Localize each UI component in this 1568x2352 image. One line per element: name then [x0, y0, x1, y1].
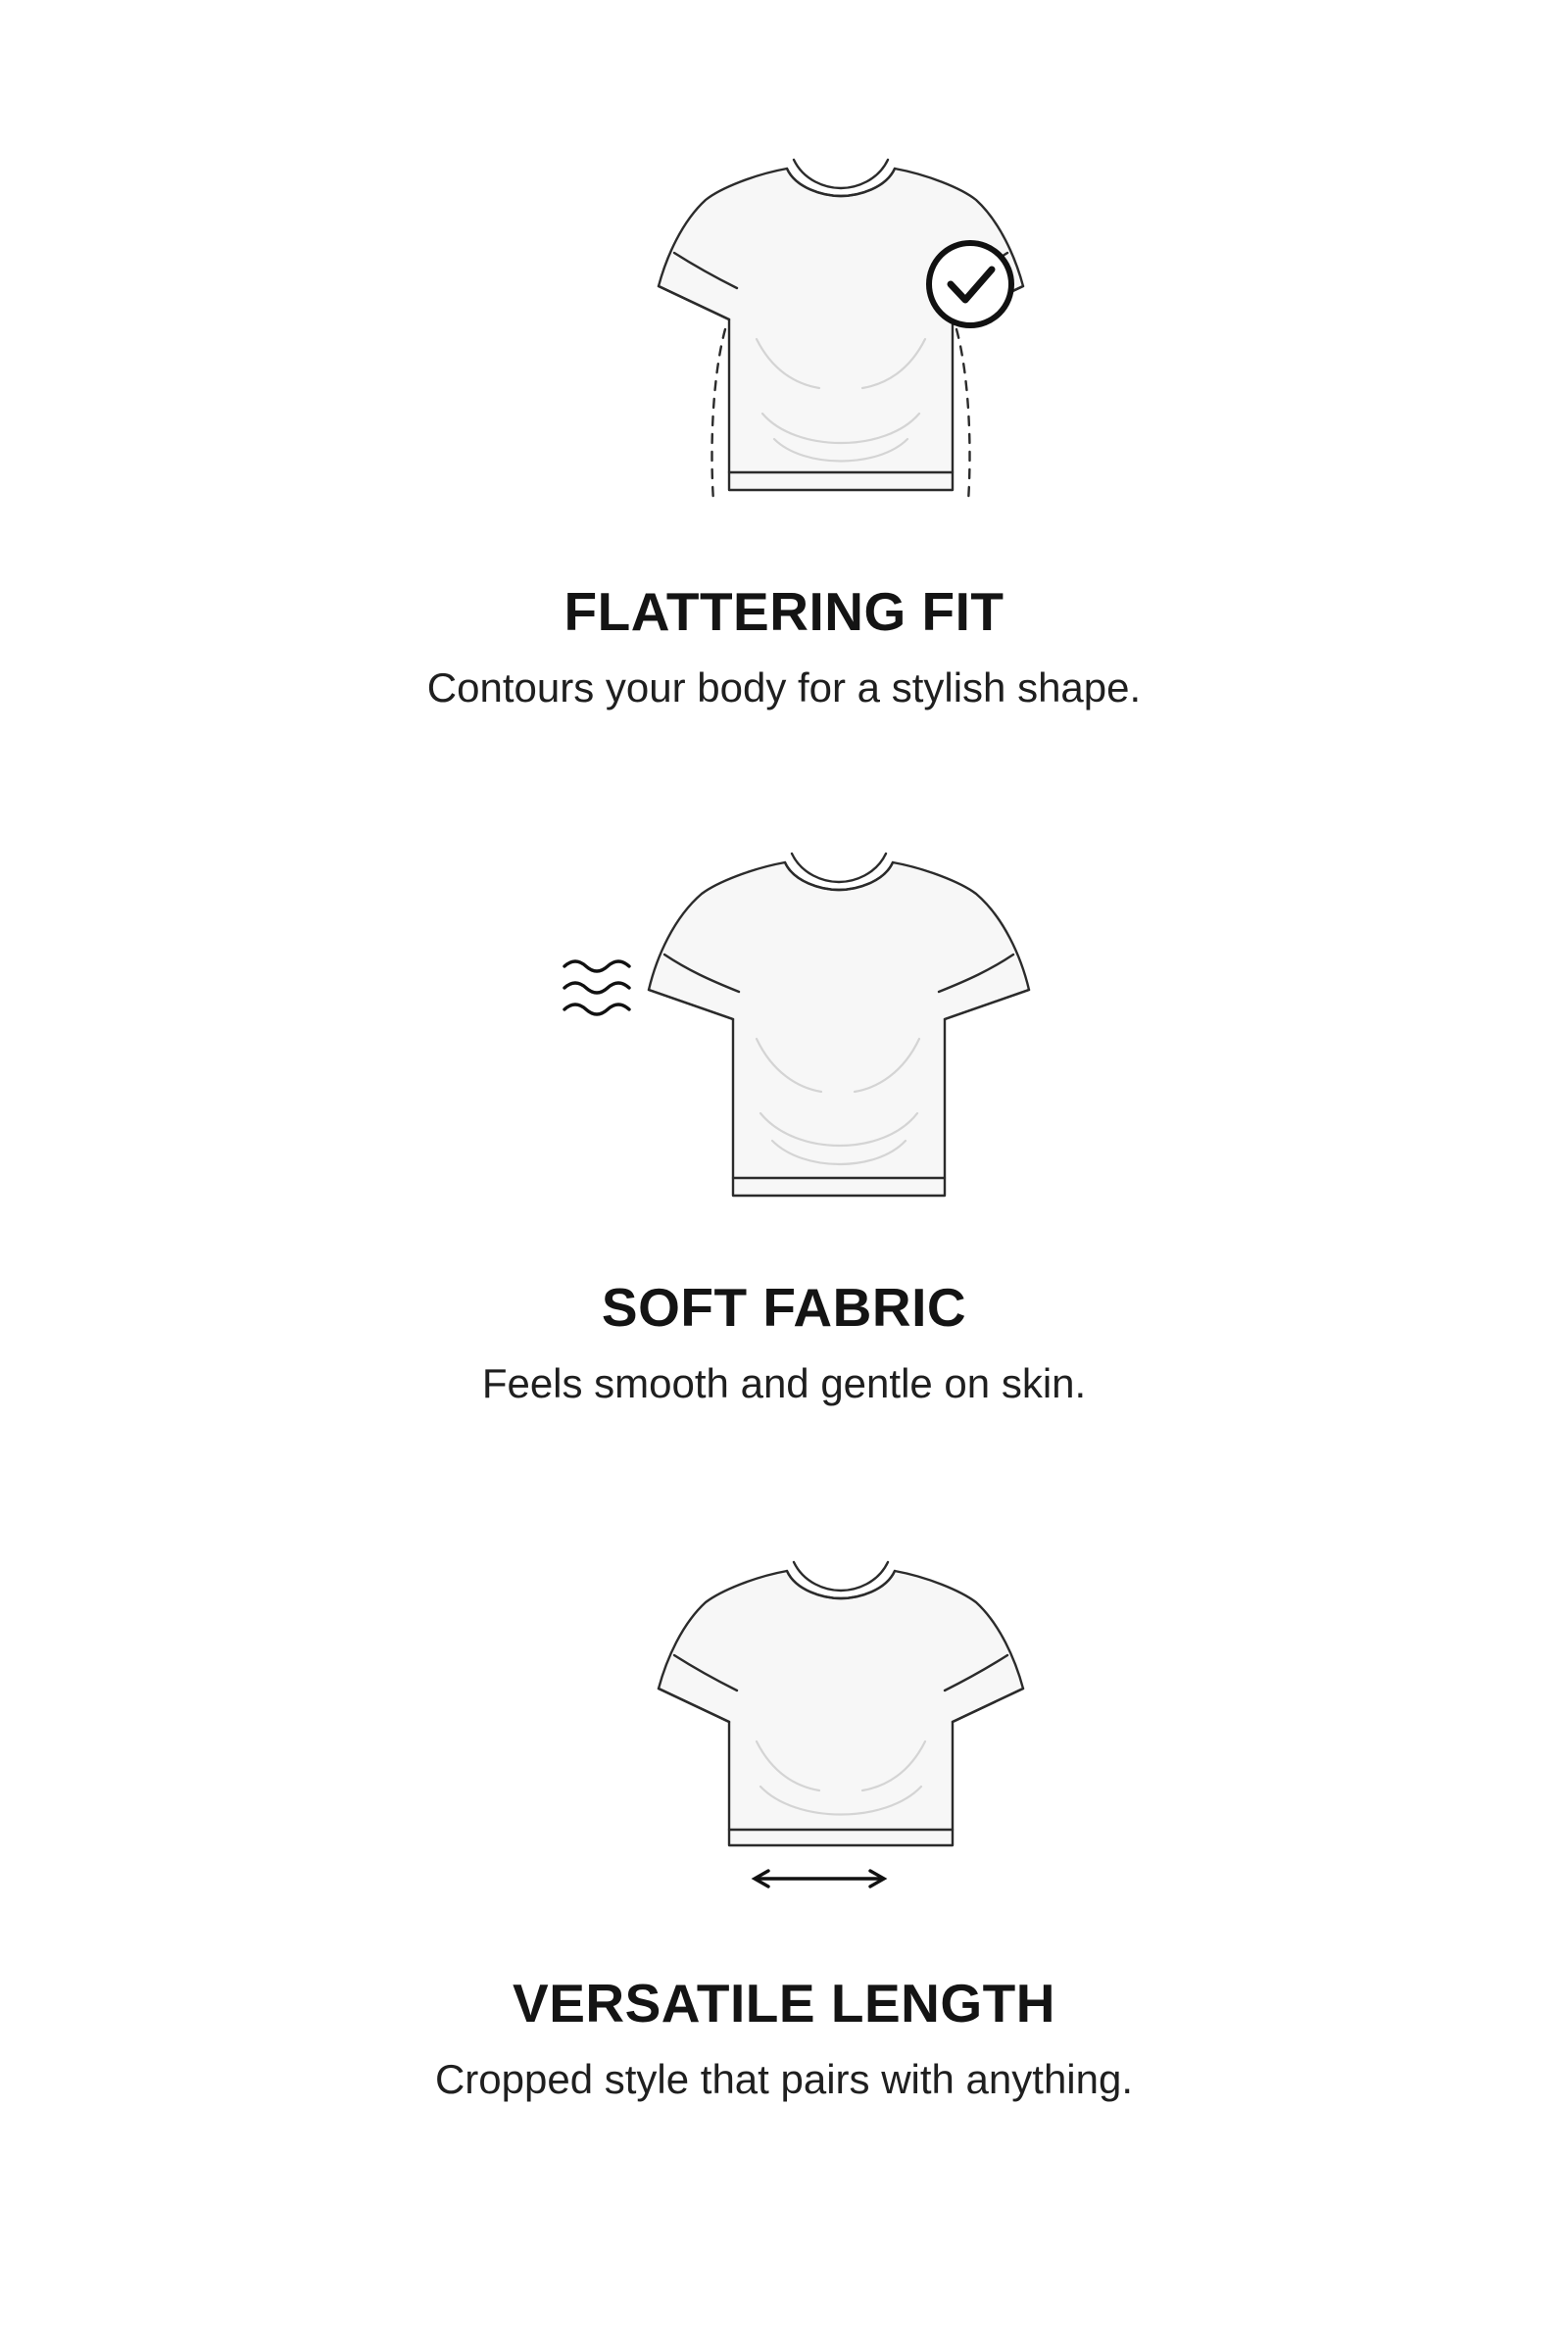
tshirt-fitted-with-check-badge-icon: [480, 118, 1088, 559]
softness-waves-icon: [564, 961, 629, 1014]
length-arrow-icon: [755, 1871, 884, 1886]
feature-title: FLATTERING FIT: [564, 581, 1004, 642]
feature-description: Contours your body for a stylish shape.: [426, 663, 1142, 710]
feature-item: [0, 813, 1568, 1407]
feature-item: [0, 1509, 1568, 2103]
feature-description: Feels smooth and gentle on skin.: [481, 1359, 1087, 1406]
feature-title: SOFT FABRIC: [601, 1277, 967, 1339]
feature-title: VERSATILE LENGTH: [513, 1973, 1055, 2034]
feature-description: Cropped style that pairs with anything.: [434, 2055, 1134, 2102]
feature-item: [0, 118, 1568, 711]
tshirt-cropped-with-length-arrow-icon: [480, 1509, 1088, 1950]
tshirt-with-softness-waves-icon: [480, 813, 1088, 1254]
check-badge-icon: [929, 243, 1011, 325]
